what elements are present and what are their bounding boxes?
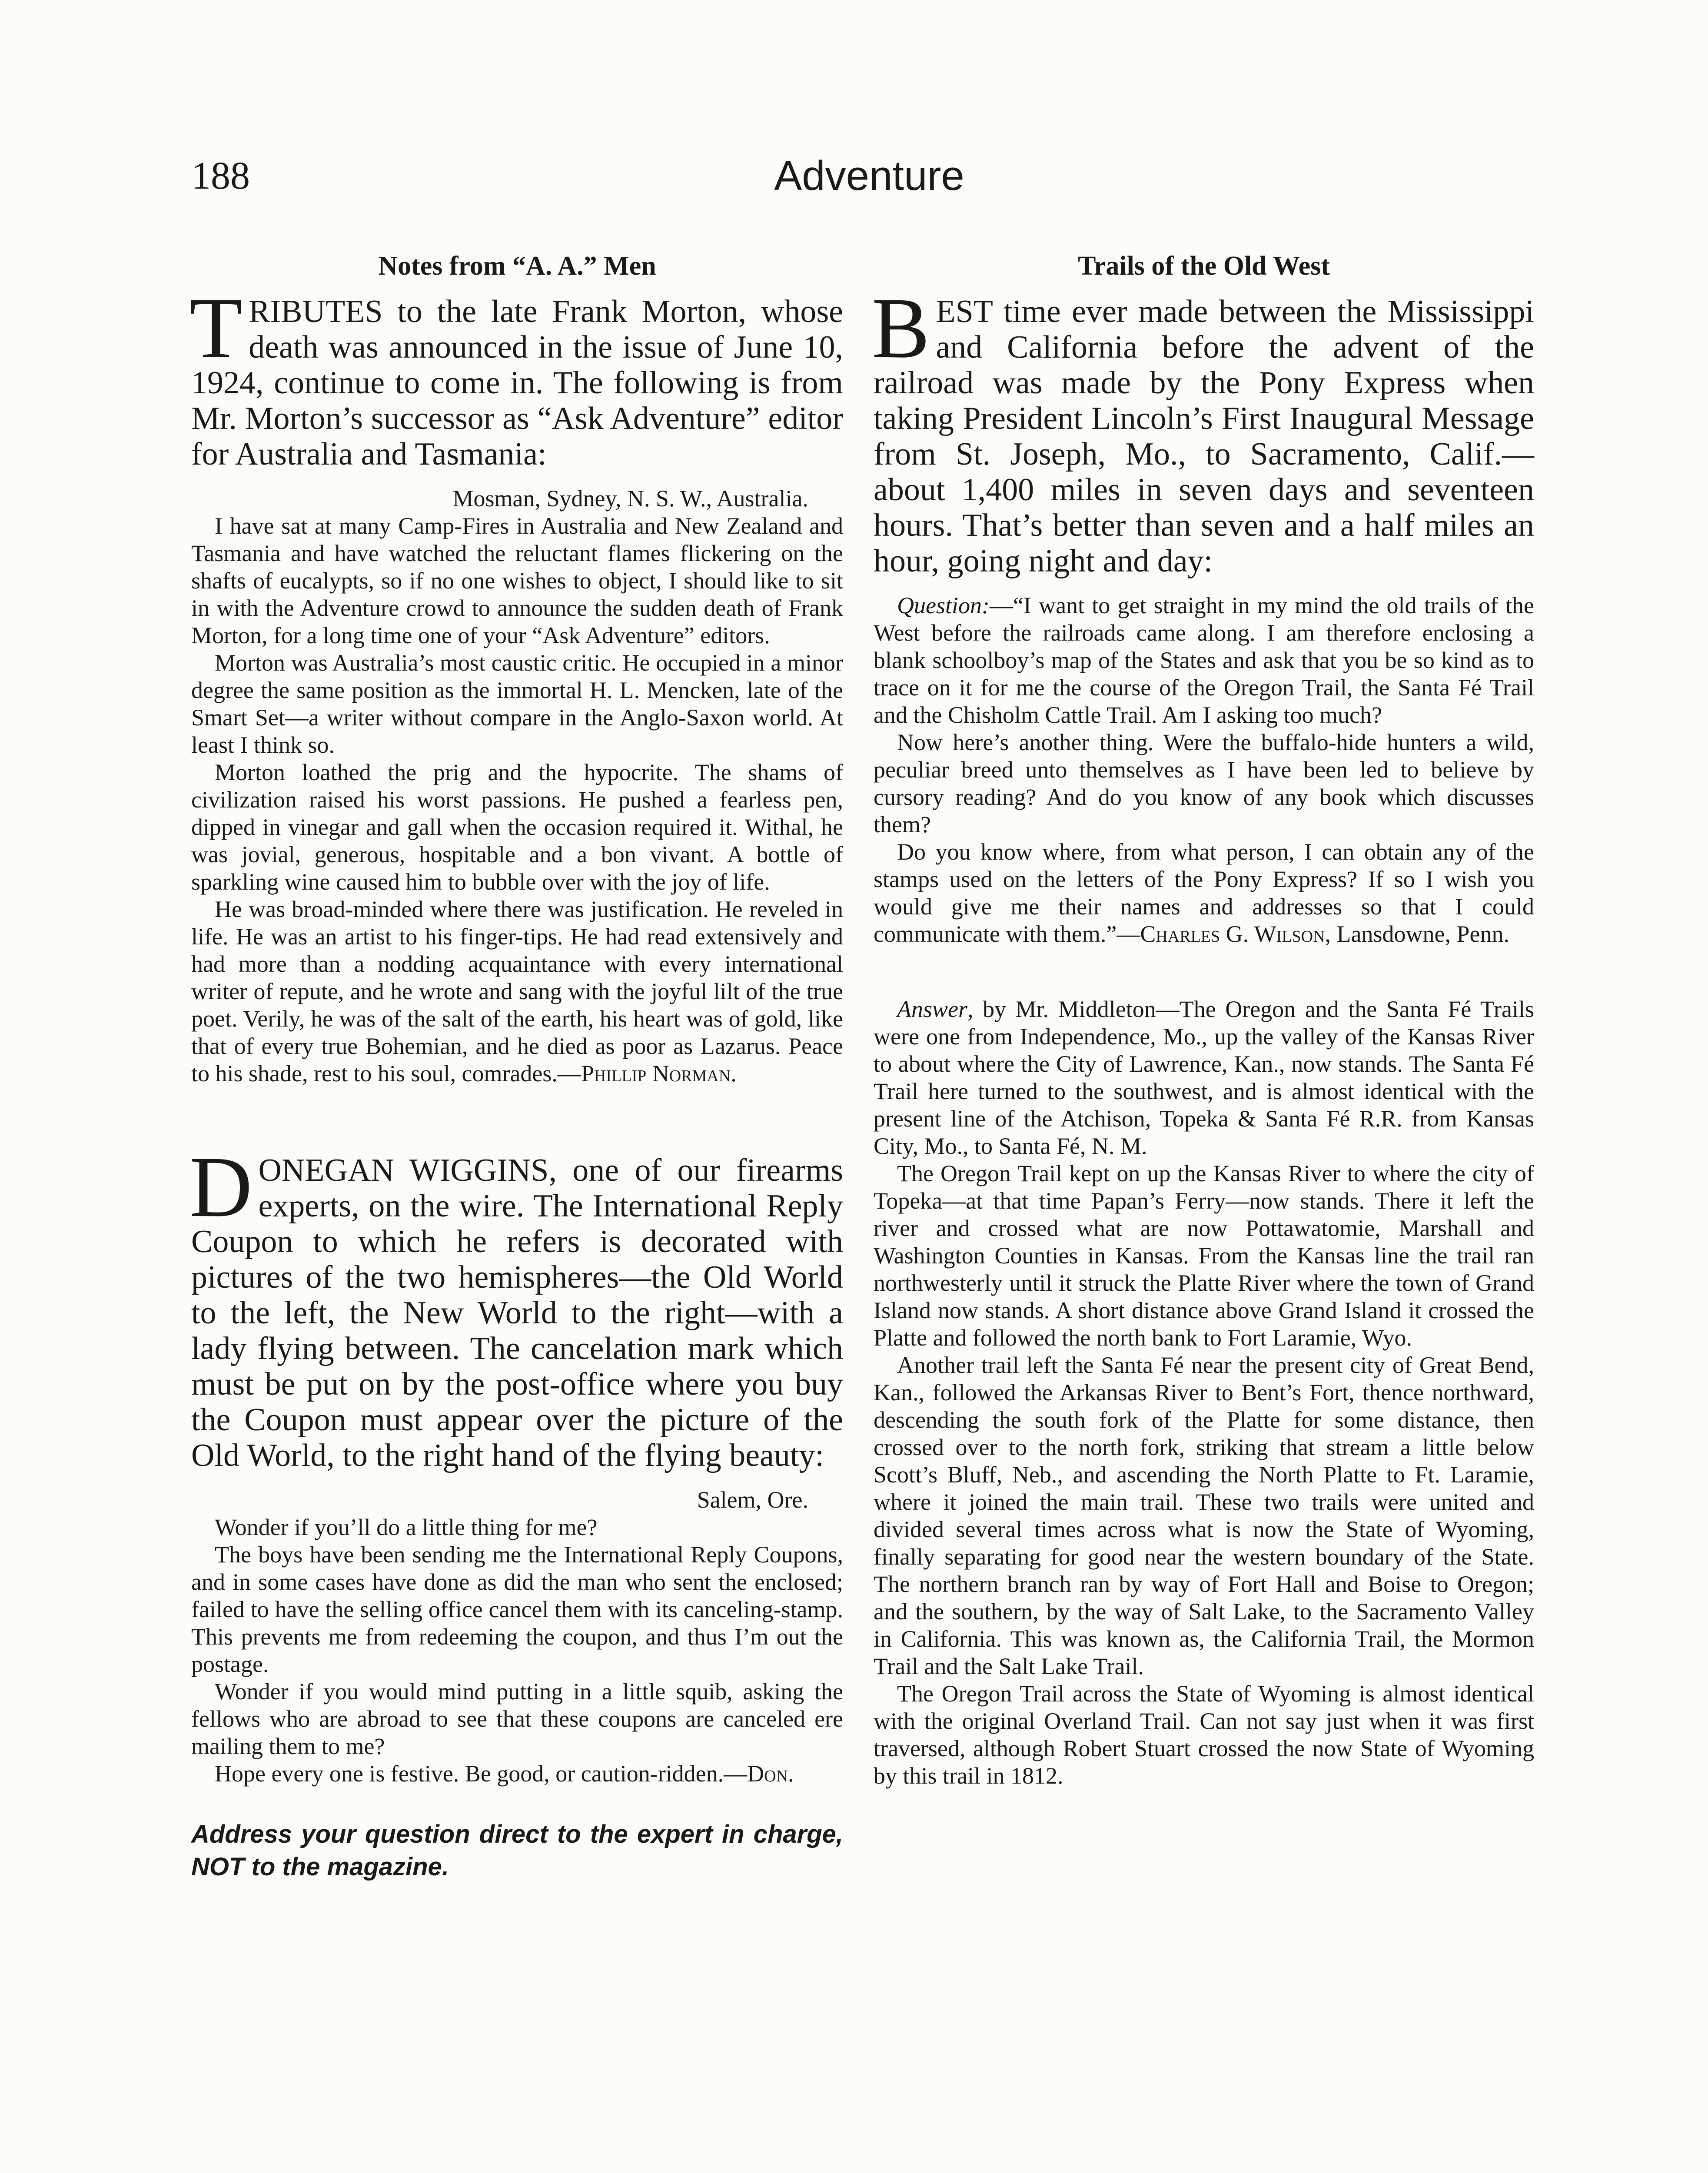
answer-paragraph: The Oregon Trail kept on up the Kansas River to where the city of Topeka—at that time Papan’s Ferry—now stands. There it left the river and crossed what are now Pottawatomie, Marshall and Washington Counties in Kansas. From the Kansas line the trail ran northwesterly until it struck the Platte River where the town of Grand Island now stands. A short distance above Grand Island it crossed the Platte and followed the north bank to Fort Laramie, Wyo. — [874, 1160, 1534, 1351]
letter-paragraph: The boys have been sending me the International Reply Coupons, and in some cases have done as did the man who sent the enclosed; failed to have the selling office cancel them with its canceling-stamp. This prevents me from redeeming the coupon, and thus I’m out the postage. — [191, 1542, 843, 1677]
drop-cap: B — [872, 280, 930, 376]
lead-text: ONEGAN WIGGINS, one of our firearms experts, on the wire. The International Reply Coupon to which he refers is decorated with pictures of the two hemispheres—the Old World to the left, the New World to the right—with a lady flying between. The cancelation mark which must be put on by the post-office where you buy the Coupon must appear over the picture of the Old World, to the right hand of the flying beauty: — [191, 1153, 843, 1473]
magazine-title: Adventure — [774, 153, 964, 199]
question-text: Do you know where, from what person, I can obtain any of the stamps used on the letters of the Pony Express? If so I wish you would give me their names and addresses so that I could communicate with them.”— — [874, 839, 1534, 947]
letter-paragraph — [191, 896, 843, 1087]
letter-paragraph: Wonder if you’ll do a little thing for me? — [215, 1514, 598, 1540]
question-location: , Lansdowne, Penn. — [1325, 921, 1509, 947]
right-column — [874, 250, 1534, 1790]
letter-paragraph — [191, 1760, 843, 1788]
trails-lead-paragraph — [872, 280, 1534, 579]
letter-signature: Don. — [747, 1761, 794, 1787]
letter-signature: Phillip Norman. — [581, 1060, 737, 1086]
answer-text: , by Mr. Middleton—The Oregon and the Santa Fé Trails were one from Independence, Mo., up the valley of the Kansas River to about where the City of Lawrence, Kan., now stands. The Santa Fé Trail here turned to the southwest, and is almost identical with the present line of the Atchison, Topeka & Santa Fé R.R. from Kansas City, Mo., to Santa Fé, N. M. — [874, 996, 1534, 1159]
answer-paragraph — [874, 996, 1534, 1160]
left-column — [191, 250, 843, 1883]
question-label: Question: — [897, 592, 990, 618]
question-paragraph — [874, 838, 1534, 948]
answer-label: Answer — [897, 996, 967, 1022]
wiggins-lead-paragraph — [189, 1139, 843, 1473]
tributes-lead-paragraph — [189, 280, 843, 472]
letter-paragraph: Morton was Australia’s most caustic critic. He occupied in a minor degree the same position as the immortal H. L. Mencken, late of the Smart Set—a writer without compare in the Anglo-Saxon world. At least I think so. — [191, 650, 843, 758]
letter-paragraph: Morton loathed the prig and the hypocrite. The shams of civilization raised his worst passions. He pushed a fearless pen, dipped in vinegar and gall when the occasion required it. Withal, he was jovial, generous, hospitable and a bon vivant. A bottle of sparkling wine caused him to bubble over with the joy of life. — [191, 759, 843, 895]
letter-paragraph: I have sat at many Camp-Fires in Australia and New Zealand and Tasmania and have watched the reluctant flames flickering on the shafts of eucalypts, so if no one wishes to object, I should like to sit in with the Adventure crowd to announce the sudden death of Frank Morton, for a long time one of your “Ask Adventure” editors. — [191, 513, 843, 648]
address-notice: Address your question direct to the expert in charge, NOT to the magazine. — [191, 1820, 843, 1881]
section-heading-notes: Notes from “A. A.” Men — [378, 251, 656, 281]
letter-place: Salem, Ore. — [697, 1487, 808, 1513]
question-text: —“I want to get straight in my mind the old trails of the West before the railroads came along. I am therefore enclosing a blank schoolboy’s map of the States and ask that you be so kind as to trace on it for me the course of the Oregon Trail, the Santa Fé Trail and the Chisholm Cattle Trail. Am I asking too much? — [874, 592, 1534, 728]
letter-text: He was broad-minded where there was justification. He reveled in life. He was an artist to his finger-tips. He had read extensively and had more than a nodding acquaintance with every international writer of repute, and he wrote and sang with the joyful lilt of the true poet. Verily, he was of the salt of the earth, his heart was of gold, like that of every true Bohemian, and he died as poor as Lazarus. Peace to his shade, rest to his soul, comrades.— — [191, 896, 843, 1086]
answer-paragraph: Another trail left the Santa Fé near the present city of Great Bend, Kan., followed the Arkansas River to Bent’s Fort, thence northward, descending the south fork of the Platte for some distance, then crossed over to the north fork, striking that stream a little below Scott’s Bluff, Neb., and ascending the North Platte to Ft. Laramie, where it joined the main trail. These two trails were united and divided several times across what is now the State of Wyoming, finally separating for good near the western boundary of the State. The northern branch ran by way of Fort Hall and Boise to Oregon; and the southern, by the way of Salt Lake, to the Sacramento Valley in California. This was known as, the California Trail, the Mormon Trail and the Salt Lake Trail. — [874, 1352, 1534, 1679]
letter-paragraph: Wonder if you would mind putting in a little squib, asking the fellows who are abroad to see that these coupons are canceled ere mailing them to me? — [191, 1678, 843, 1759]
drop-cap: D — [189, 1139, 253, 1235]
section-heading-trails: Trails of the Old West — [1078, 251, 1330, 281]
page-header — [191, 152, 1547, 217]
question-signature: Charles G. Wilson — [1140, 921, 1325, 947]
answer-paragraph: The Oregon Trail across the State of Wyoming is almost identical with the original Overland Trail. Can not say just when it was first traversed, although Robert Stuart crossed the now State of Wyoming by this trail in 1812. — [874, 1681, 1534, 1789]
page-number: 188 — [191, 154, 250, 197]
lead-text: EST time ever made between the Mississippi and California before the advent of the railroad was made by the Pony Express when taking President Lincoln’s First Inaugural Message from St. Joseph, Mo., to Sacramento, Calif.—about 1,400 miles in seven days and seventeen hours. That’s better than seven and a half miles an hour, going night and day: — [874, 294, 1534, 579]
lead-text: RIBUTES to the late Frank Morton, whose death was announced in the issue of June 10, 1924, continue to come in. The following is from Mr. Morton’s successor as “Ask Adventure” editor for Australia and Tasmania: — [191, 294, 843, 472]
question-paragraph — [874, 592, 1534, 729]
question-paragraph: Now here’s another thing. Were the buffalo-hide hunters a wild, peculiar breed unto themselves as I have been led to believe by cursory reading? And do you know of any book which discusses them? — [874, 729, 1534, 837]
letter-text: Hope every one is festive. Be good, or caution-ridden.— — [215, 1761, 748, 1787]
letter-place: Mosman, Sydney, N. S. W., Australia. — [452, 485, 808, 512]
drop-cap: T — [189, 280, 243, 376]
